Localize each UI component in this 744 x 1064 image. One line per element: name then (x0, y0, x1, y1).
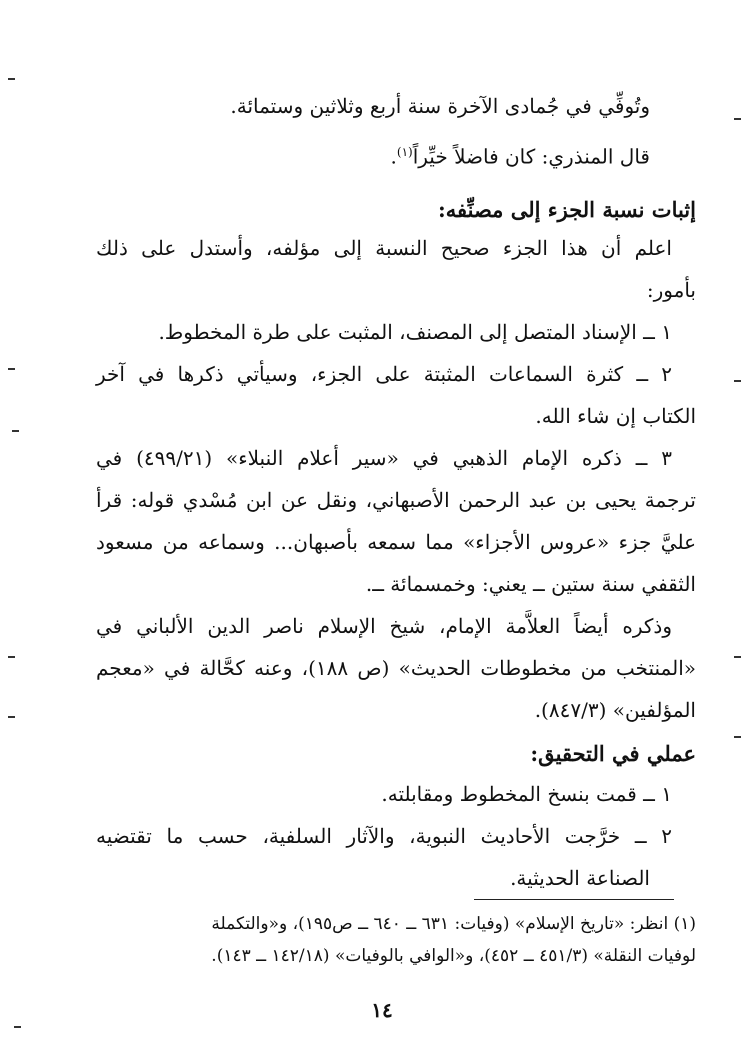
text-line: المؤلفين» (٨٤٧/٣). (534, 698, 696, 722)
margin-mark (734, 380, 741, 382)
margin-mark (8, 368, 15, 370)
text-line: وذكره أيضاً العلاَّمة الإمام، شيخ الإسلام ناصر الدين الألباني في (96, 614, 672, 638)
text-line: بأمور: (646, 278, 696, 302)
text-line: الكتاب إن شاء الله. (535, 404, 696, 428)
margin-mark (734, 656, 741, 658)
margin-mark (8, 656, 15, 658)
list-item: ١ ــ قمت بنسخ المخطوط ومقابلته. (381, 782, 672, 806)
text-line: عليَّ جزء «عروس الأجزاء» مما سمعه بأصبهان... وسماعه من مسعود (96, 530, 696, 554)
list-item: ٢ ــ كثرة السماعات المثبتة على الجزء، وسيأتي ذكرها في آخر (96, 362, 672, 386)
margin-mark (14, 1026, 21, 1028)
footnote-line: لوفيات النقلة» (٤٥١/٣ ــ ٤٥٢)، و«الوافي بالوفيات» (١٤٢/١٨ ــ ١٤٣). (211, 946, 696, 966)
text-line: الثقفي سنة ستين ــ يعني: وخمسمائة ــ. (365, 572, 696, 596)
list-item: ٢ ــ خرَّجت الأحاديث النبوية، والآثار السلفية، حسب ما تقتضيه (96, 824, 672, 848)
margin-mark (8, 716, 15, 718)
footnote-ref: (١) (396, 145, 413, 159)
text-line: ترجمة يحيى بن عبد الرحمن الأصبهاني، ونقل عن ابن مُسْدي قوله: قرأ (96, 488, 696, 512)
footnote-divider (474, 899, 674, 900)
section-heading: إثبات نسبة الجزء إلى مصنِّفه: (437, 197, 696, 222)
text-line: قال المنذري: كان فاضلاً خيِّراً$^{(١)}$. (390, 144, 650, 169)
text-line: «المنتخب من مخطوطات الحديث» (ص ١٨٨)، وعنه كحَّالة في «معجم (96, 656, 696, 680)
list-item: ١ ــ الإسناد المتصل إلى المصنف، المثبت على طرة المخطوط. (158, 320, 672, 344)
footnote-line: (١) انظر: «تاريخ الإسلام» (وفيات: ٦٣١ ــ ٦٤٠ ــ ص١٩٥)، و«والتكملة (211, 914, 696, 934)
section-heading: عملي في التحقيق: (530, 741, 696, 766)
list-item: ٣ ــ ذكره الإمام الذهبي في «سير أعلام النبلاء» (٤٩٩/٢١) في (96, 446, 672, 470)
margin-mark (8, 78, 15, 80)
margin-mark (734, 118, 741, 120)
page-number: ١٤ (371, 998, 393, 1022)
text-span: قال المنذري: كان فاضلاً خيِّراً (412, 144, 650, 169)
text-line: اعلم أن هذا الجزء صحيح النسبة إلى مؤلفه، وأستدل على ذلك (96, 236, 672, 260)
text-line: وتُوفِّي في جُمادى الآخرة سنة أربع وثلاثين وستمائة. (230, 94, 650, 118)
text-line: الصناعة الحديثية. (510, 866, 650, 890)
margin-mark (12, 430, 19, 432)
margin-mark (734, 736, 741, 738)
